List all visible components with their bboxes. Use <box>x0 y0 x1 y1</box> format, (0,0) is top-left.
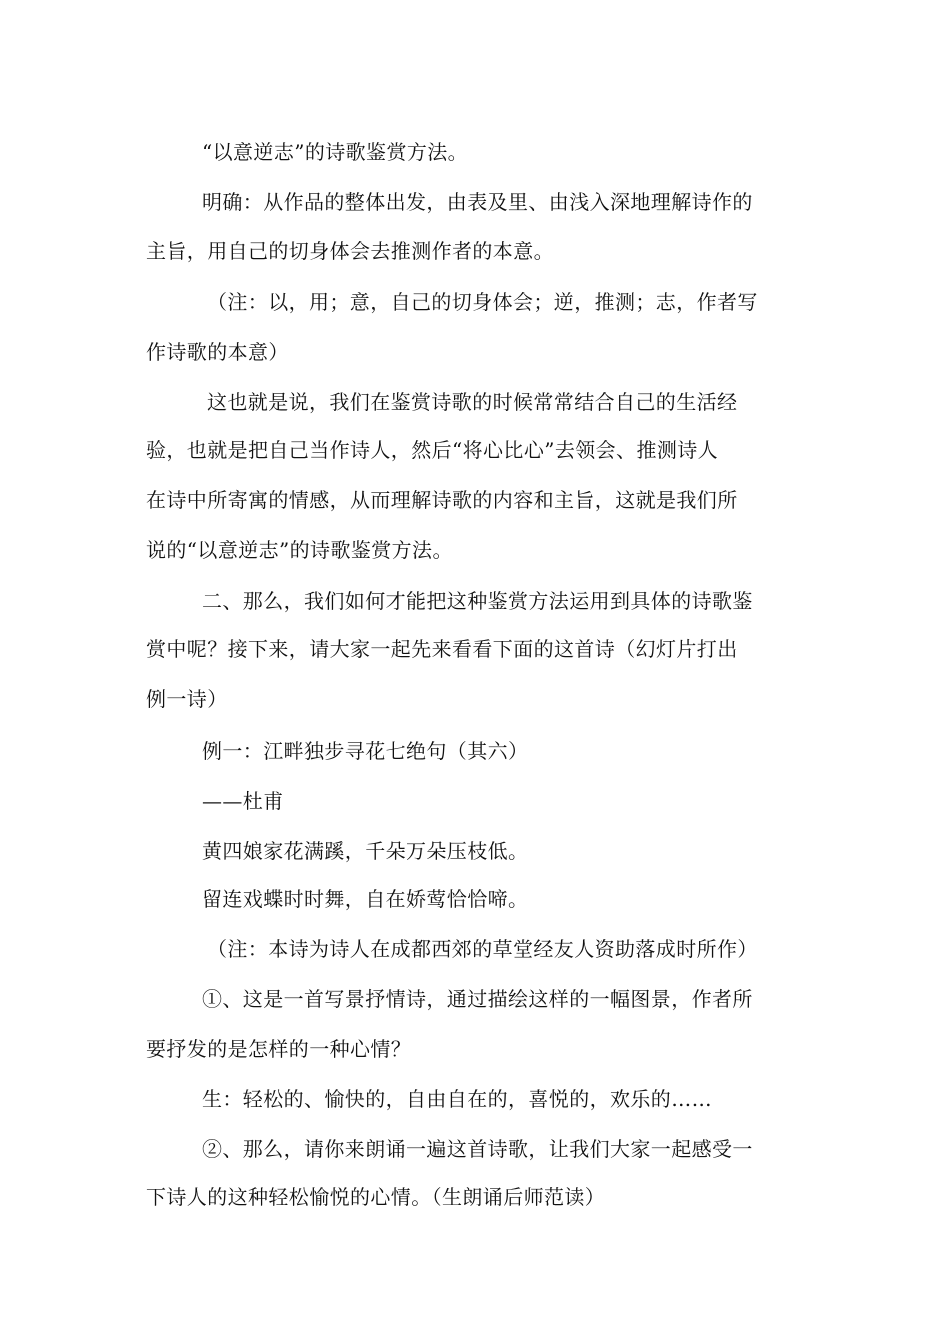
poem-title: 例一：江畔独步寻花七绝句（其六） <box>202 739 529 763</box>
question-line: ①、这是一首写景抒情诗，通过描绘这样的一幅图景，作者所 <box>202 987 753 1011</box>
paragraph-line: 验，也就是把自己当作诗人，然后“将心比心”去领会、推测诗人 <box>146 438 719 462</box>
poem-author: ——杜甫 <box>202 789 284 813</box>
paragraph-line: 赏中呢？接下来，请大家一起先来看看下面的这首诗（幻灯片打出 <box>146 637 738 661</box>
paragraph-line: 在诗中所寄寓的情感，从而理解诗歌的内容和主旨，这就是我们所 <box>146 488 738 512</box>
paragraph-line: 作诗歌的本意） <box>146 340 289 364</box>
paragraph-line: 明确：从作品的整体出发，由表及里、由浅入深地理解诗作的 <box>202 190 753 214</box>
paragraph-line: “以意逆志”的诗歌鉴赏方法。 <box>202 140 469 164</box>
paragraph-line: 这也就是说，我们在鉴赏诗歌的时候常常结合自己的生活经 <box>207 390 738 414</box>
paragraph-line: 说的“以意逆志”的诗歌鉴赏方法。 <box>146 538 453 562</box>
question-line: 要抒发的是怎样的一种心情？ <box>146 1037 412 1061</box>
question-line: ②、那么，请你来朗诵一遍这首诗歌，让我们大家一起感受一 <box>202 1137 753 1161</box>
poem-line: 留连戏蝶时时舞，自在娇莺恰恰啼。 <box>202 887 529 911</box>
answer-line: 生：轻松的、愉快的，自由自在的，喜悦的，欢乐的…… <box>202 1087 712 1111</box>
paragraph-line: 二、那么，我们如何才能把这种鉴赏方法运用到具体的诗歌鉴 <box>202 589 753 613</box>
poem-line: 黄四娘家花满蹊，千朵万朵压枝低。 <box>202 839 529 863</box>
paragraph-line: 主旨，用自己的切身体会去推测作者的本意。 <box>146 239 554 263</box>
question-line: 下诗人的这种轻松愉悦的心情。（生朗诵后师范读） <box>146 1185 606 1209</box>
paragraph-line: 例一诗） <box>146 687 228 711</box>
poem-note: （注：本诗为诗人在成都西郊的草堂经友人资助落成时所作） <box>207 937 758 961</box>
paragraph-line: （注：以，用；意，自己的切身体会；逆，推测；志，作者写 <box>207 290 758 314</box>
